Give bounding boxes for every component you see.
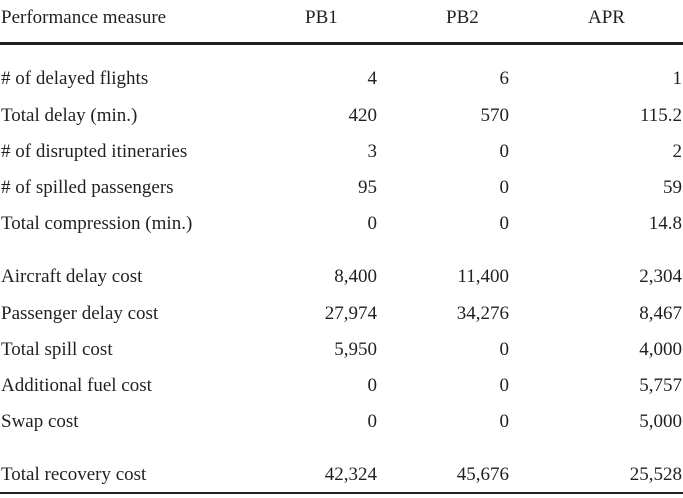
table-row bbox=[0, 335, 683, 365]
table-row bbox=[0, 64, 683, 94]
row-label: Passenger delay cost bbox=[1, 303, 159, 324]
cell-pb2: 0 bbox=[499, 375, 509, 396]
cell-pb1: 0 bbox=[367, 375, 377, 396]
row-label: # of delayed flights bbox=[1, 68, 149, 89]
row-label: # of disrupted itineraries bbox=[1, 141, 188, 162]
header-performance-measure: Performance measure bbox=[1, 7, 167, 28]
header-rule bbox=[0, 42, 683, 45]
row-label: Additional fuel cost bbox=[1, 375, 152, 396]
cell-apr: 25,528 bbox=[629, 464, 682, 485]
table-header-row bbox=[0, 3, 683, 33]
cell-apr: 1 bbox=[672, 68, 682, 89]
table-row bbox=[0, 299, 683, 329]
cell-pb2: 0 bbox=[499, 213, 509, 234]
row-label: # of spilled passengers bbox=[1, 177, 174, 198]
table-row bbox=[0, 101, 683, 131]
cell-pb1: 0 bbox=[367, 411, 377, 432]
cell-apr: 5,757 bbox=[639, 375, 682, 396]
cell-apr: 2 bbox=[672, 141, 682, 162]
cell-apr: 4,000 bbox=[639, 339, 682, 360]
row-label: Total spill cost bbox=[1, 339, 113, 360]
row-label: Total compression (min.) bbox=[1, 213, 193, 234]
cell-pb2: 570 bbox=[480, 105, 509, 126]
cell-apr: 5,000 bbox=[639, 411, 682, 432]
table-row bbox=[0, 407, 683, 437]
cell-pb1: 5,950 bbox=[334, 339, 377, 360]
cell-apr: 59 bbox=[663, 177, 682, 198]
cell-pb1: 0 bbox=[367, 213, 377, 234]
table-row bbox=[0, 137, 683, 167]
cell-apr: 115.2 bbox=[639, 105, 682, 126]
cell-pb1: 42,324 bbox=[324, 464, 377, 485]
cell-apr: 8,467 bbox=[639, 303, 682, 324]
row-label: Total delay (min.) bbox=[1, 105, 138, 126]
row-label: Swap cost bbox=[1, 411, 79, 432]
table-row bbox=[0, 209, 683, 239]
cell-pb2: 6 bbox=[499, 68, 509, 89]
table-row-total bbox=[0, 460, 683, 490]
cell-pb2: 0 bbox=[499, 339, 509, 360]
header-apr: APR bbox=[588, 7, 625, 28]
bottom-rule bbox=[0, 492, 683, 494]
header-pb1: PB1 bbox=[305, 7, 338, 28]
cell-pb2: 11,400 bbox=[457, 266, 509, 287]
cell-pb2: 0 bbox=[499, 141, 509, 162]
cell-pb2: 34,276 bbox=[456, 303, 509, 324]
cell-pb1: 420 bbox=[348, 105, 377, 126]
header-pb2: PB2 bbox=[446, 7, 479, 28]
cell-pb2: 0 bbox=[499, 411, 509, 432]
row-label: Aircraft delay cost bbox=[1, 266, 143, 287]
cell-pb1: 3 bbox=[367, 141, 377, 162]
table-row bbox=[0, 371, 683, 401]
table-row bbox=[0, 262, 683, 292]
table-row bbox=[0, 173, 683, 203]
cell-pb1: 4 bbox=[367, 68, 377, 89]
cell-apr: 2,304 bbox=[639, 266, 682, 287]
cell-pb1: 27,974 bbox=[324, 303, 377, 324]
cell-pb1: 8,400 bbox=[334, 266, 377, 287]
row-label: Total recovery cost bbox=[1, 464, 147, 485]
cell-pb1: 95 bbox=[358, 177, 377, 198]
cell-pb2: 45,676 bbox=[456, 464, 509, 485]
cell-apr: 14.8 bbox=[648, 213, 682, 234]
cell-pb2: 0 bbox=[499, 177, 509, 198]
